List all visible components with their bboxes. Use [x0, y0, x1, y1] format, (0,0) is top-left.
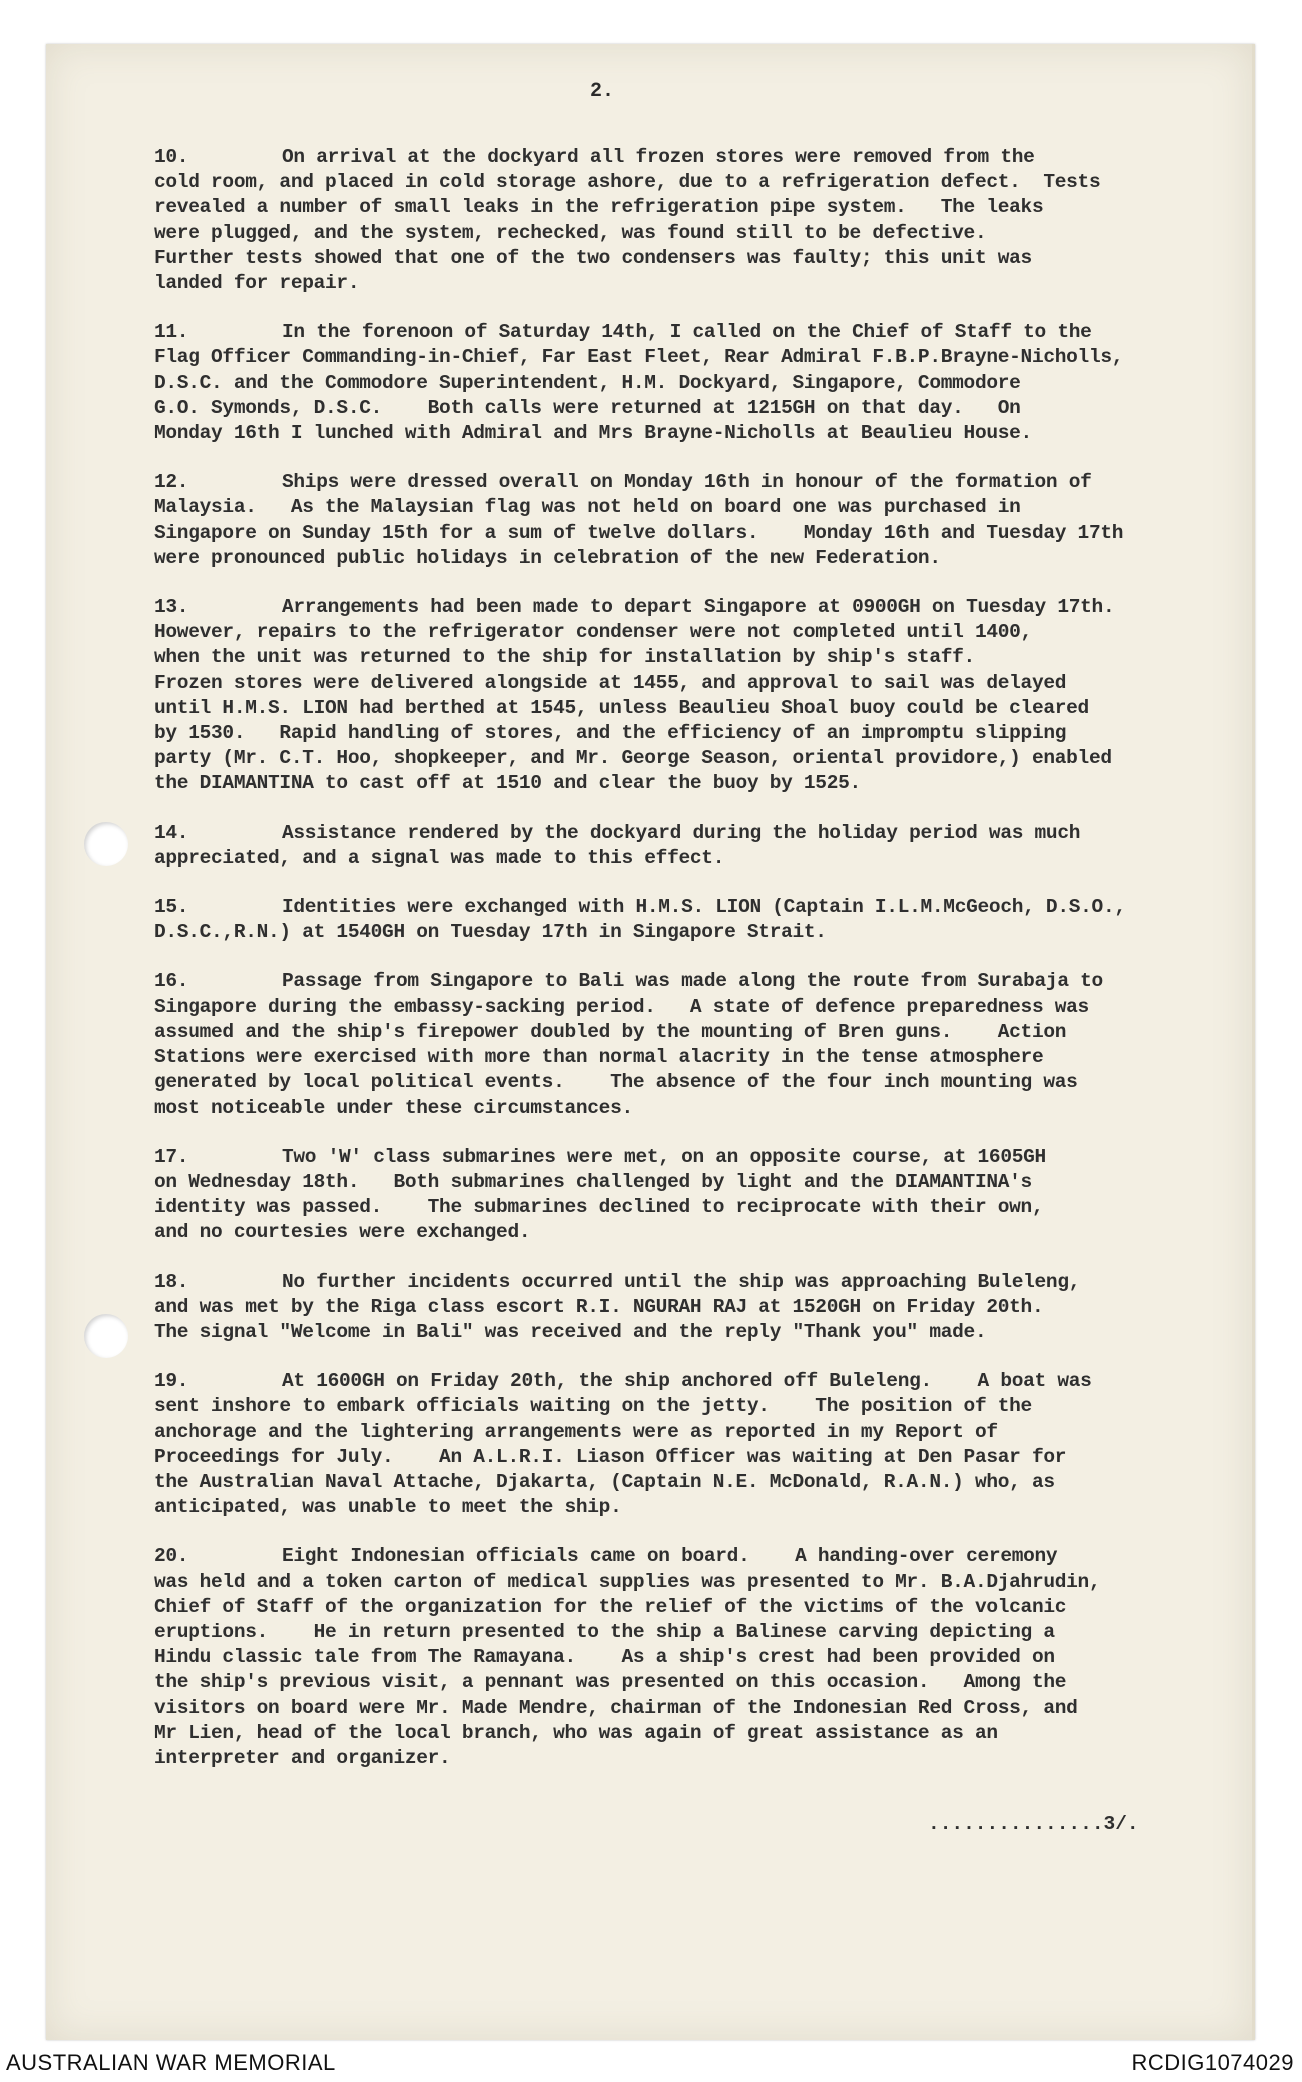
paragraph-line	[154, 1145, 1214, 1170]
paragraph	[154, 1145, 1214, 1246]
paragraph-text: On arrival at the dockyard all frozen stores were removed from the	[282, 146, 1035, 168]
paragraph-line	[154, 645, 1214, 670]
paragraph-text: Frozen stores were delivered alongside at 1455, and approval to sail was delayed	[154, 671, 1067, 694]
paragraph-text: Two 'W' class submarines were met, on an opposite course, at 1605GH	[282, 1145, 1046, 1168]
paragraph-text: Malaysia. As the Malaysian flag was not held on board one was purchased in	[154, 496, 1021, 519]
paragraph-text: G.O. Symonds, D.S.C. Both calls were returned at 1215GH on that day. On	[154, 396, 1021, 419]
paragraph-text: Assistance rendered by the dockyard during the holiday period was much	[282, 821, 1081, 844]
paragraph-text: Singapore during the embassy-sacking period. A state of defence preparedness was	[154, 995, 1089, 1018]
paragraph-line	[154, 1721, 1214, 1746]
paragraph-line	[154, 1445, 1214, 1470]
paragraph	[154, 1369, 1214, 1520]
paragraph-text: on Wednesday 18th. Both submarines challenged by light and the DIAMANTINA's	[154, 1170, 1032, 1193]
paragraph-line	[154, 320, 1214, 345]
paragraph-text: most noticeable under these circumstances.	[154, 1096, 633, 1119]
paragraph-line	[154, 1544, 1214, 1569]
paragraph-text: Identities were exchanged with H.M.S. LION (Captain I.L.M.McGeoch, D.S.O.,	[282, 896, 1126, 919]
paragraph-text: At 1600GH on Friday 20th, the ship anchored off Buleleng. A boat was	[282, 1370, 1092, 1393]
paragraph-text: anticipated, was unable to meet the ship.	[154, 1496, 622, 1519]
paragraph-line	[154, 1220, 1214, 1245]
paragraph-text: eruptions. He in return presented to the ship a Balinese carving depicting a	[154, 1620, 1055, 1643]
paragraph-text: the ship's previous visit, a pennant was presented on this occasion. Among the	[154, 1671, 1067, 1694]
paragraph-line	[154, 1070, 1214, 1095]
continuation-marker: ...............3/.	[928, 1813, 1139, 1835]
paragraph-line	[154, 671, 1214, 696]
paragraph-line	[154, 495, 1214, 520]
paragraph-line	[154, 696, 1214, 721]
paragraph-line	[154, 1495, 1214, 1520]
paragraph-text: identity was passed. The submarines declined to reciprocate with their own,	[154, 1196, 1044, 1219]
paragraph-text: revealed a number of small leaks in the refrigeration pipe system. The leaks	[154, 196, 1044, 219]
paragraph-line	[154, 1746, 1214, 1771]
paragraph-line	[154, 246, 1214, 271]
paragraph	[154, 1270, 1214, 1346]
paragraph-line	[154, 1570, 1214, 1595]
paragraph-text: D.S.C.,R.N.) at 1540GH on Tuesday 17th in Singapore Strait.	[154, 921, 827, 944]
paragraph-text: landed for repair.	[154, 272, 360, 295]
paragraph-text: anchorage and the lightering arrangements were as reported in my Report of	[154, 1420, 998, 1443]
paragraph-line	[154, 1096, 1214, 1121]
paragraph-text: were pronounced public holidays in celebration of the new Federation.	[154, 546, 941, 569]
paragraph-text: Arrangements had been made to depart Singapore at 0900GH on Tuesday 17th.	[282, 596, 1115, 619]
paragraph-text: the Australian Naval Attache, Djakarta, (Captain N.E. McDonald, R.A.N.) who, as	[154, 1470, 1055, 1493]
paragraph-number: 18.	[154, 1270, 189, 1293]
paragraph-number: 10.	[154, 146, 189, 168]
memo-body	[154, 145, 1214, 1795]
paragraph-text: Eight Indonesian officials came on board. A handing-over ceremony	[282, 1545, 1058, 1568]
paragraph-line	[154, 1195, 1214, 1220]
paragraph-line	[154, 521, 1214, 546]
paragraph-line	[154, 1420, 1214, 1445]
paragraph-line	[154, 195, 1214, 220]
paragraph-line	[154, 221, 1214, 246]
paragraph-text: Passage from Singapore to Bali was made along the route from Surabaja to	[282, 970, 1103, 993]
paragraph-line	[154, 746, 1214, 771]
punch-hole-top	[84, 822, 128, 866]
paragraph-line	[154, 170, 1214, 195]
paragraph-number: 14.	[154, 821, 189, 844]
paragraph-text: when the unit was returned to the ship for installation by ship's staff.	[154, 646, 975, 669]
paragraph-text: Mr Lien, head of the local branch, who was again of great assistance as an	[154, 1721, 998, 1744]
paragraph-text: and was met by the Riga class escort R.I. NGURAH RAJ at 1520GH on Friday 20th.	[154, 1295, 1044, 1318]
paragraph-line	[154, 1470, 1214, 1495]
paragraph-text: Stations were exercised with more than normal alacrity in the tense atmosphere	[154, 1046, 1044, 1069]
page-number: 2.	[590, 80, 615, 103]
paragraph	[154, 969, 1214, 1120]
paragraph-line	[154, 595, 1214, 620]
paragraph-text: However, repairs to the refrigerator condenser were not completed until 1400,	[154, 621, 1032, 644]
paragraph-text: was held and a token carton of medical supplies was presented to Mr. B.A.Djahrudin,	[154, 1570, 1101, 1593]
paragraph-text: sent inshore to embark officials waiting on the jetty. The position of the	[154, 1395, 1032, 1418]
paragraph-line	[154, 421, 1214, 446]
paragraph-text: Singapore on Sunday 15th for a sum of twelve dollars. Monday 16th and Tuesday 17th	[154, 521, 1124, 544]
paragraph-text: D.S.C. and the Commodore Superintendent, H.M. Dockyard, Singapore, Commodore	[154, 371, 1021, 394]
paragraph	[154, 821, 1214, 871]
paragraph	[154, 895, 1214, 945]
paragraph-line	[154, 969, 1214, 994]
paragraph-text: by 1530. Rapid handling of stores, and the efficiency of an impromptu slipping	[154, 722, 1067, 745]
paragraph-line	[154, 1696, 1214, 1721]
paragraph-line	[154, 1270, 1214, 1295]
paragraph-line	[154, 396, 1214, 421]
paragraph-line	[154, 470, 1214, 495]
paragraph-text: interpreter and organizer.	[154, 1746, 451, 1769]
paragraph-text: and no courtesies were exchanged.	[154, 1221, 531, 1244]
paragraph-text: until H.M.S. LION had berthed at 1545, unless Beaulieu Shoal buoy could be cleared	[154, 696, 1089, 719]
paragraph-text: appreciated, and a signal was made to this effect.	[154, 846, 725, 869]
paragraph-line	[154, 1394, 1214, 1419]
paragraph-text: Flag Officer Commanding-in-Chief, Far East Fleet, Rear Admiral F.B.P.Brayne-Nicholls,	[154, 346, 1124, 369]
paragraph-line	[154, 1369, 1214, 1394]
paragraph-line	[154, 1645, 1214, 1670]
paragraph-number: 20.	[154, 1545, 189, 1568]
paragraph-line	[154, 721, 1214, 746]
paragraph-number: 19.	[154, 1370, 189, 1393]
paragraph-text: Ships were dressed overall on Monday 16th in honour of the formation of	[282, 471, 1092, 494]
paragraph-number: 12.	[154, 471, 189, 494]
paragraph	[154, 470, 1214, 571]
paragraph-line	[154, 1295, 1214, 1320]
paragraph-text: Chief of Staff of the organization for the relief of the victims of the volcanic	[154, 1595, 1067, 1618]
paragraph-line	[154, 271, 1214, 296]
paragraph-text: the DIAMANTINA to cast off at 1510 and clear the buoy by 1525.	[154, 772, 861, 795]
paragraph-line	[154, 846, 1214, 871]
paragraph-line	[154, 1045, 1214, 1070]
paragraph-text: visitors on board were Mr. Made Mendre, chairman of the Indonesian Red Cross, and	[154, 1696, 1078, 1719]
paragraph-line	[154, 345, 1214, 370]
paragraph-number: 15.	[154, 896, 189, 919]
paragraph-line	[154, 895, 1214, 920]
paragraph-number: 11.	[154, 321, 189, 344]
paragraph-line	[154, 1020, 1214, 1045]
paragraph	[154, 145, 1214, 296]
paragraph-line	[154, 1170, 1214, 1195]
paragraph-text: cold room, and placed in cold storage ashore, due to a refrigeration defect. Tests	[154, 171, 1101, 194]
paragraph-number: 13.	[154, 596, 189, 619]
paragraph-line	[154, 995, 1214, 1020]
paragraph-text: No further incidents occurred until the ship was approaching Buleleng,	[282, 1270, 1081, 1293]
paragraph-line	[154, 821, 1214, 846]
paragraph-text: were plugged, and the system, rechecked, was found still to be defective.	[154, 221, 987, 244]
paragraph-text: assumed and the ship's firepower doubled by the mounting of Bren guns. Action	[154, 1020, 1067, 1043]
paragraph-line	[154, 371, 1214, 396]
paragraph-line	[154, 771, 1214, 796]
paragraph-text: party (Mr. C.T. Hoo, shopkeeper, and Mr. George Season, oriental providore,) enabled	[154, 747, 1112, 770]
paragraph-line	[154, 1595, 1214, 1620]
paragraph-line	[154, 1670, 1214, 1695]
paragraph-line	[154, 1320, 1214, 1345]
paragraph-text: Proceedings for July. An A.L.R.I. Liason Officer was waiting at Den Pasar for	[154, 1445, 1067, 1468]
paragraph-text: Monday 16th I lunched with Admiral and Mrs Brayne-Nicholls at Beaulieu House.	[154, 422, 1032, 445]
paragraph	[154, 1544, 1214, 1771]
punch-hole-bottom	[84, 1314, 128, 1358]
paragraph	[154, 595, 1214, 797]
footer-reference-id: RCDIG1074029	[1131, 2050, 1294, 2075]
paragraph-text: generated by local political events. The absence of the four inch mounting was	[154, 1071, 1078, 1094]
paragraph-line	[154, 1620, 1214, 1645]
paragraph-line	[154, 546, 1214, 571]
paragraph-line	[154, 620, 1214, 645]
paragraph-number: 16.	[154, 970, 189, 993]
paragraph	[154, 320, 1214, 446]
paragraph-line	[154, 145, 1214, 170]
paragraph-text: The signal "Welcome in Bali" was received and the reply "Thank you" made.	[154, 1320, 987, 1343]
paragraph-text: Hindu classic tale from The Ramayana. As a ship's crest had been provided on	[154, 1646, 1055, 1669]
paragraph-line	[154, 920, 1214, 945]
footer-archive-name: AUSTRALIAN WAR MEMORIAL	[6, 2050, 336, 2075]
paragraph-text: Further tests showed that one of the two condensers was faulty; this unit was	[154, 246, 1032, 269]
paragraph-number: 17.	[154, 1145, 189, 1168]
paragraph-text: In the forenoon of Saturday 14th, I called on the Chief of Staff to the	[282, 321, 1092, 344]
